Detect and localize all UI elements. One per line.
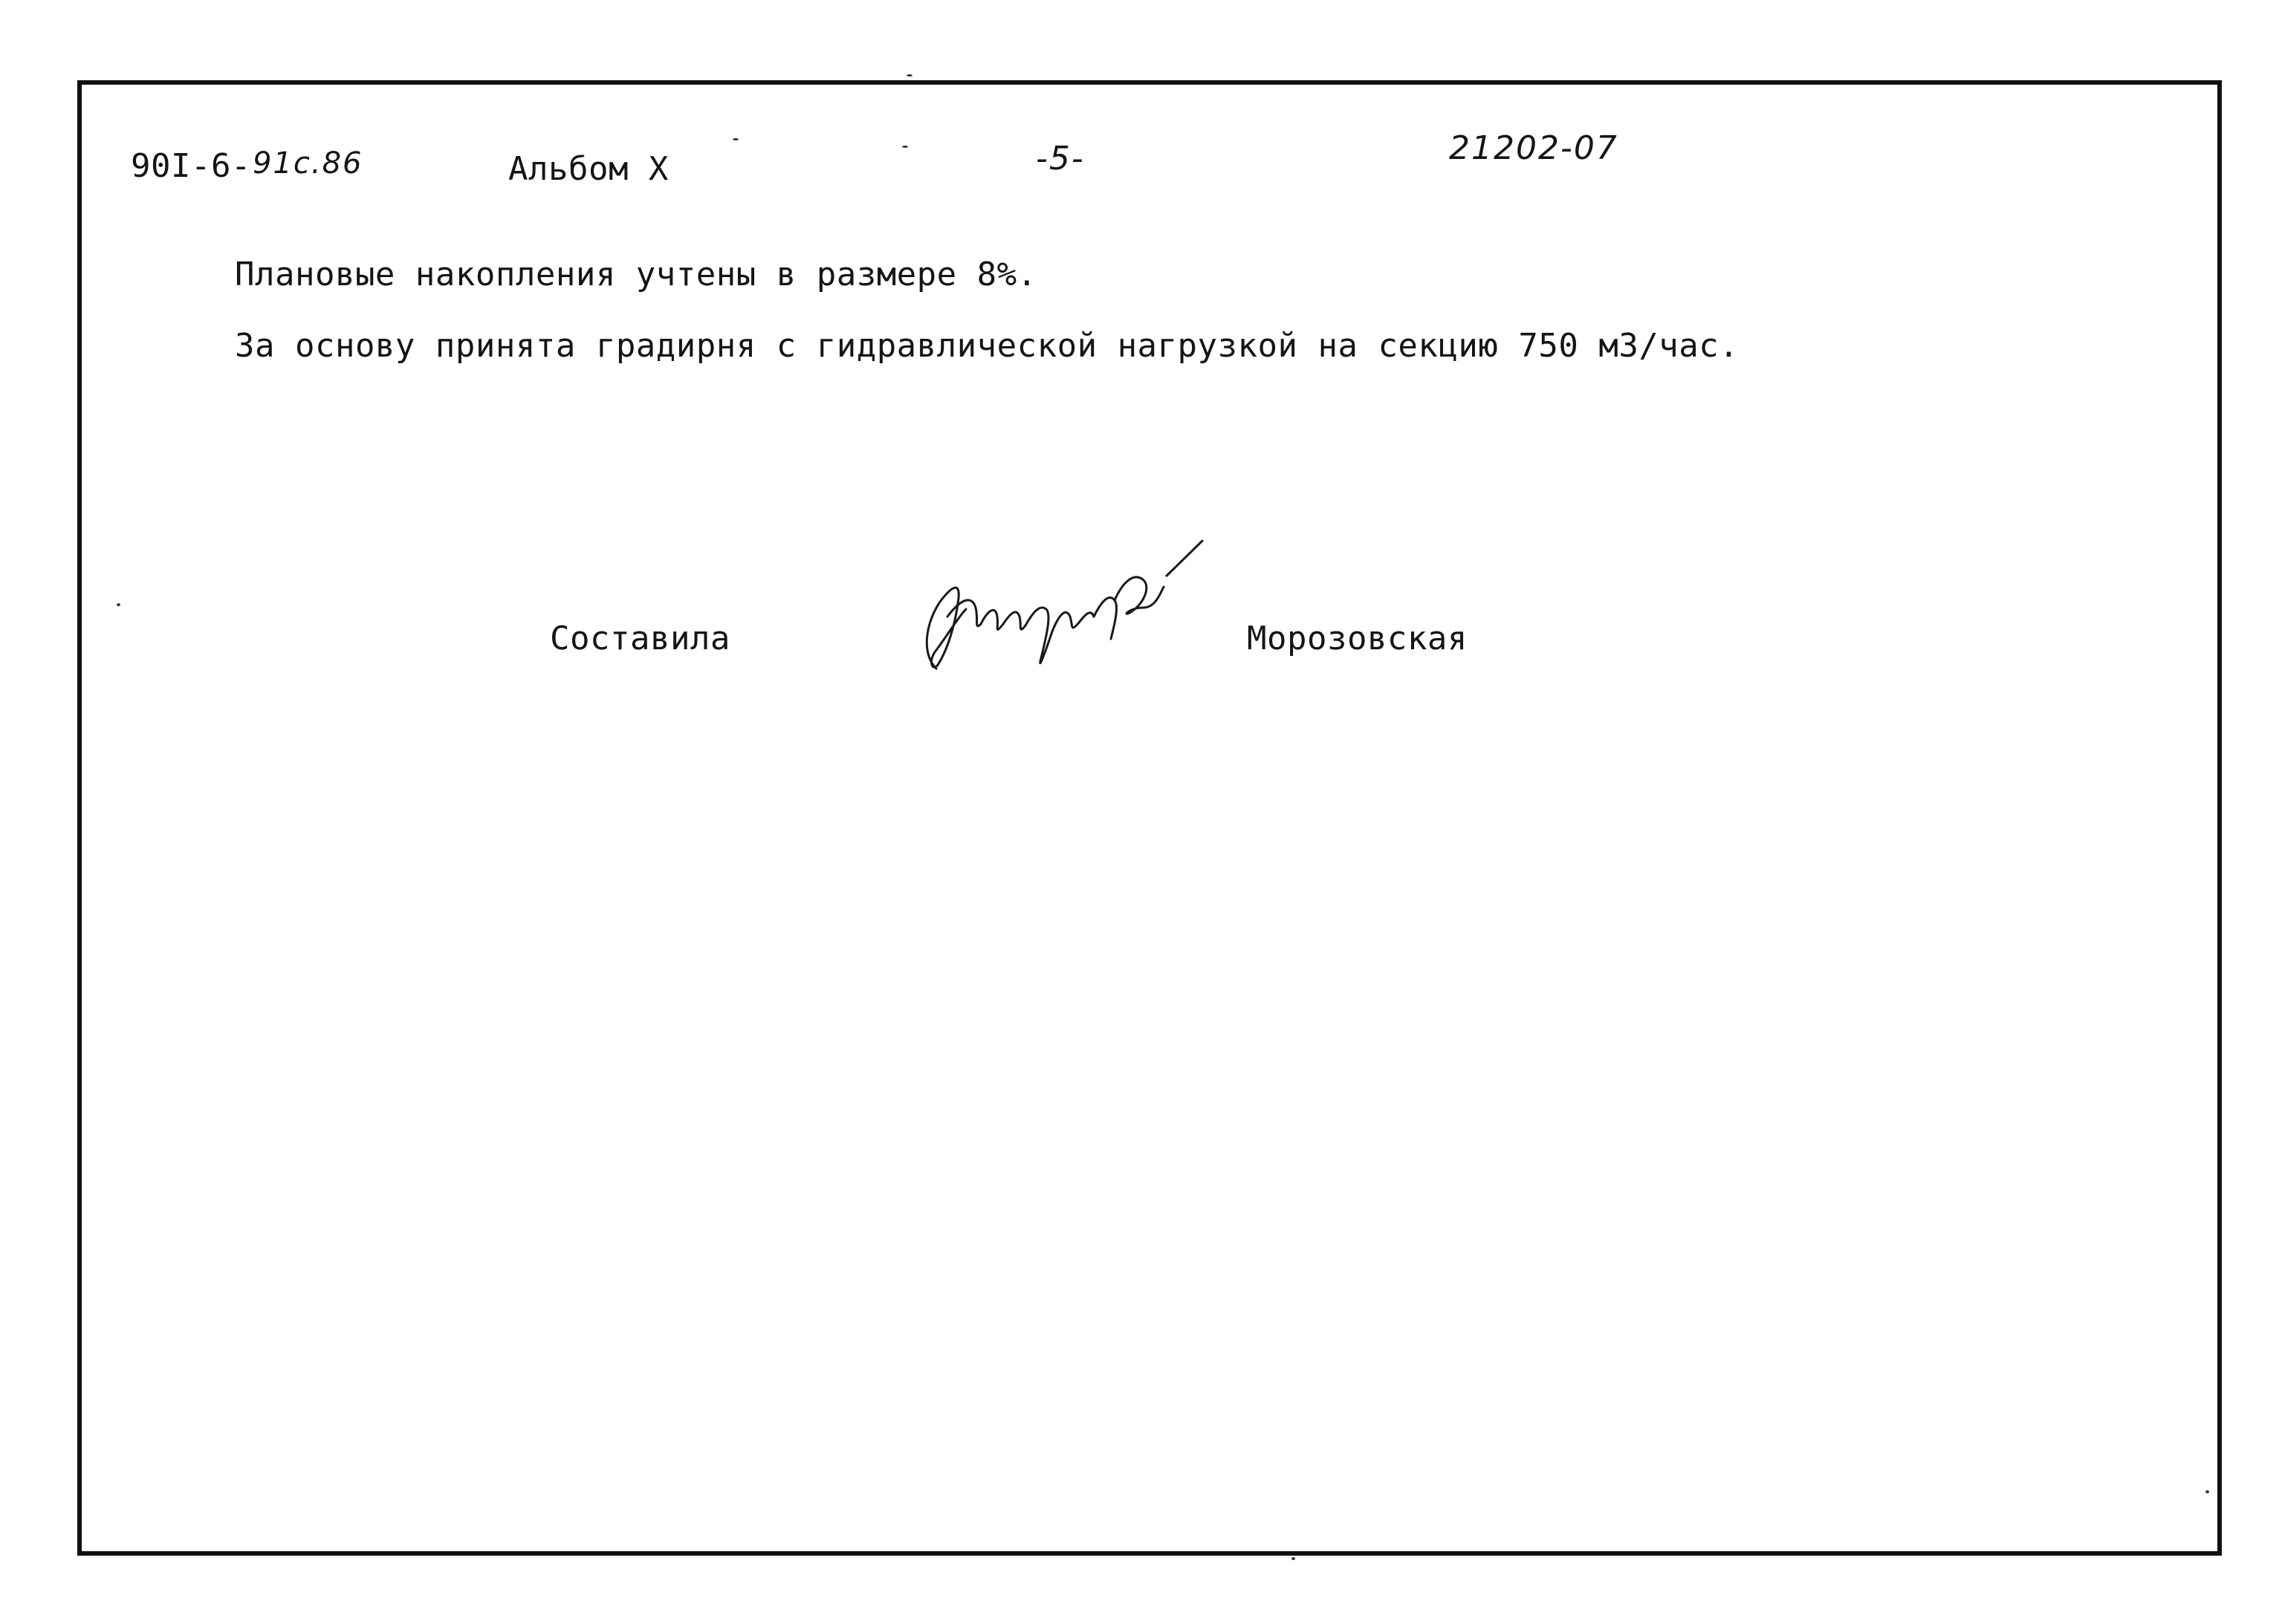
document-code-printed: 90I-6-: [131, 147, 251, 185]
scan-speck: [733, 138, 739, 140]
album-label: Альбом X: [508, 150, 669, 188]
page-frame: [77, 80, 2222, 1556]
scan-speck: [907, 74, 913, 77]
document-code-handwritten: 91c.86: [253, 146, 363, 181]
scan-speck: [1291, 1557, 1295, 1560]
body-line-1: Плановые накопления учтены в размере 8%.: [235, 256, 1037, 293]
reference-number: 21202-07: [1449, 129, 1618, 167]
body-line-2: За основу принята градирня с гидравлической нагрузкой на секцию 750 м3/час.: [235, 327, 1740, 365]
page-number: -5-: [1036, 140, 1085, 178]
scan-speck: [117, 603, 120, 606]
scan-speck: [2205, 1490, 2209, 1493]
compiled-by-label: Составила: [550, 620, 730, 657]
scan-speck: [902, 146, 908, 148]
handwritten-signature: [907, 513, 1248, 691]
compiler-name: Морозовская: [1247, 620, 1468, 657]
